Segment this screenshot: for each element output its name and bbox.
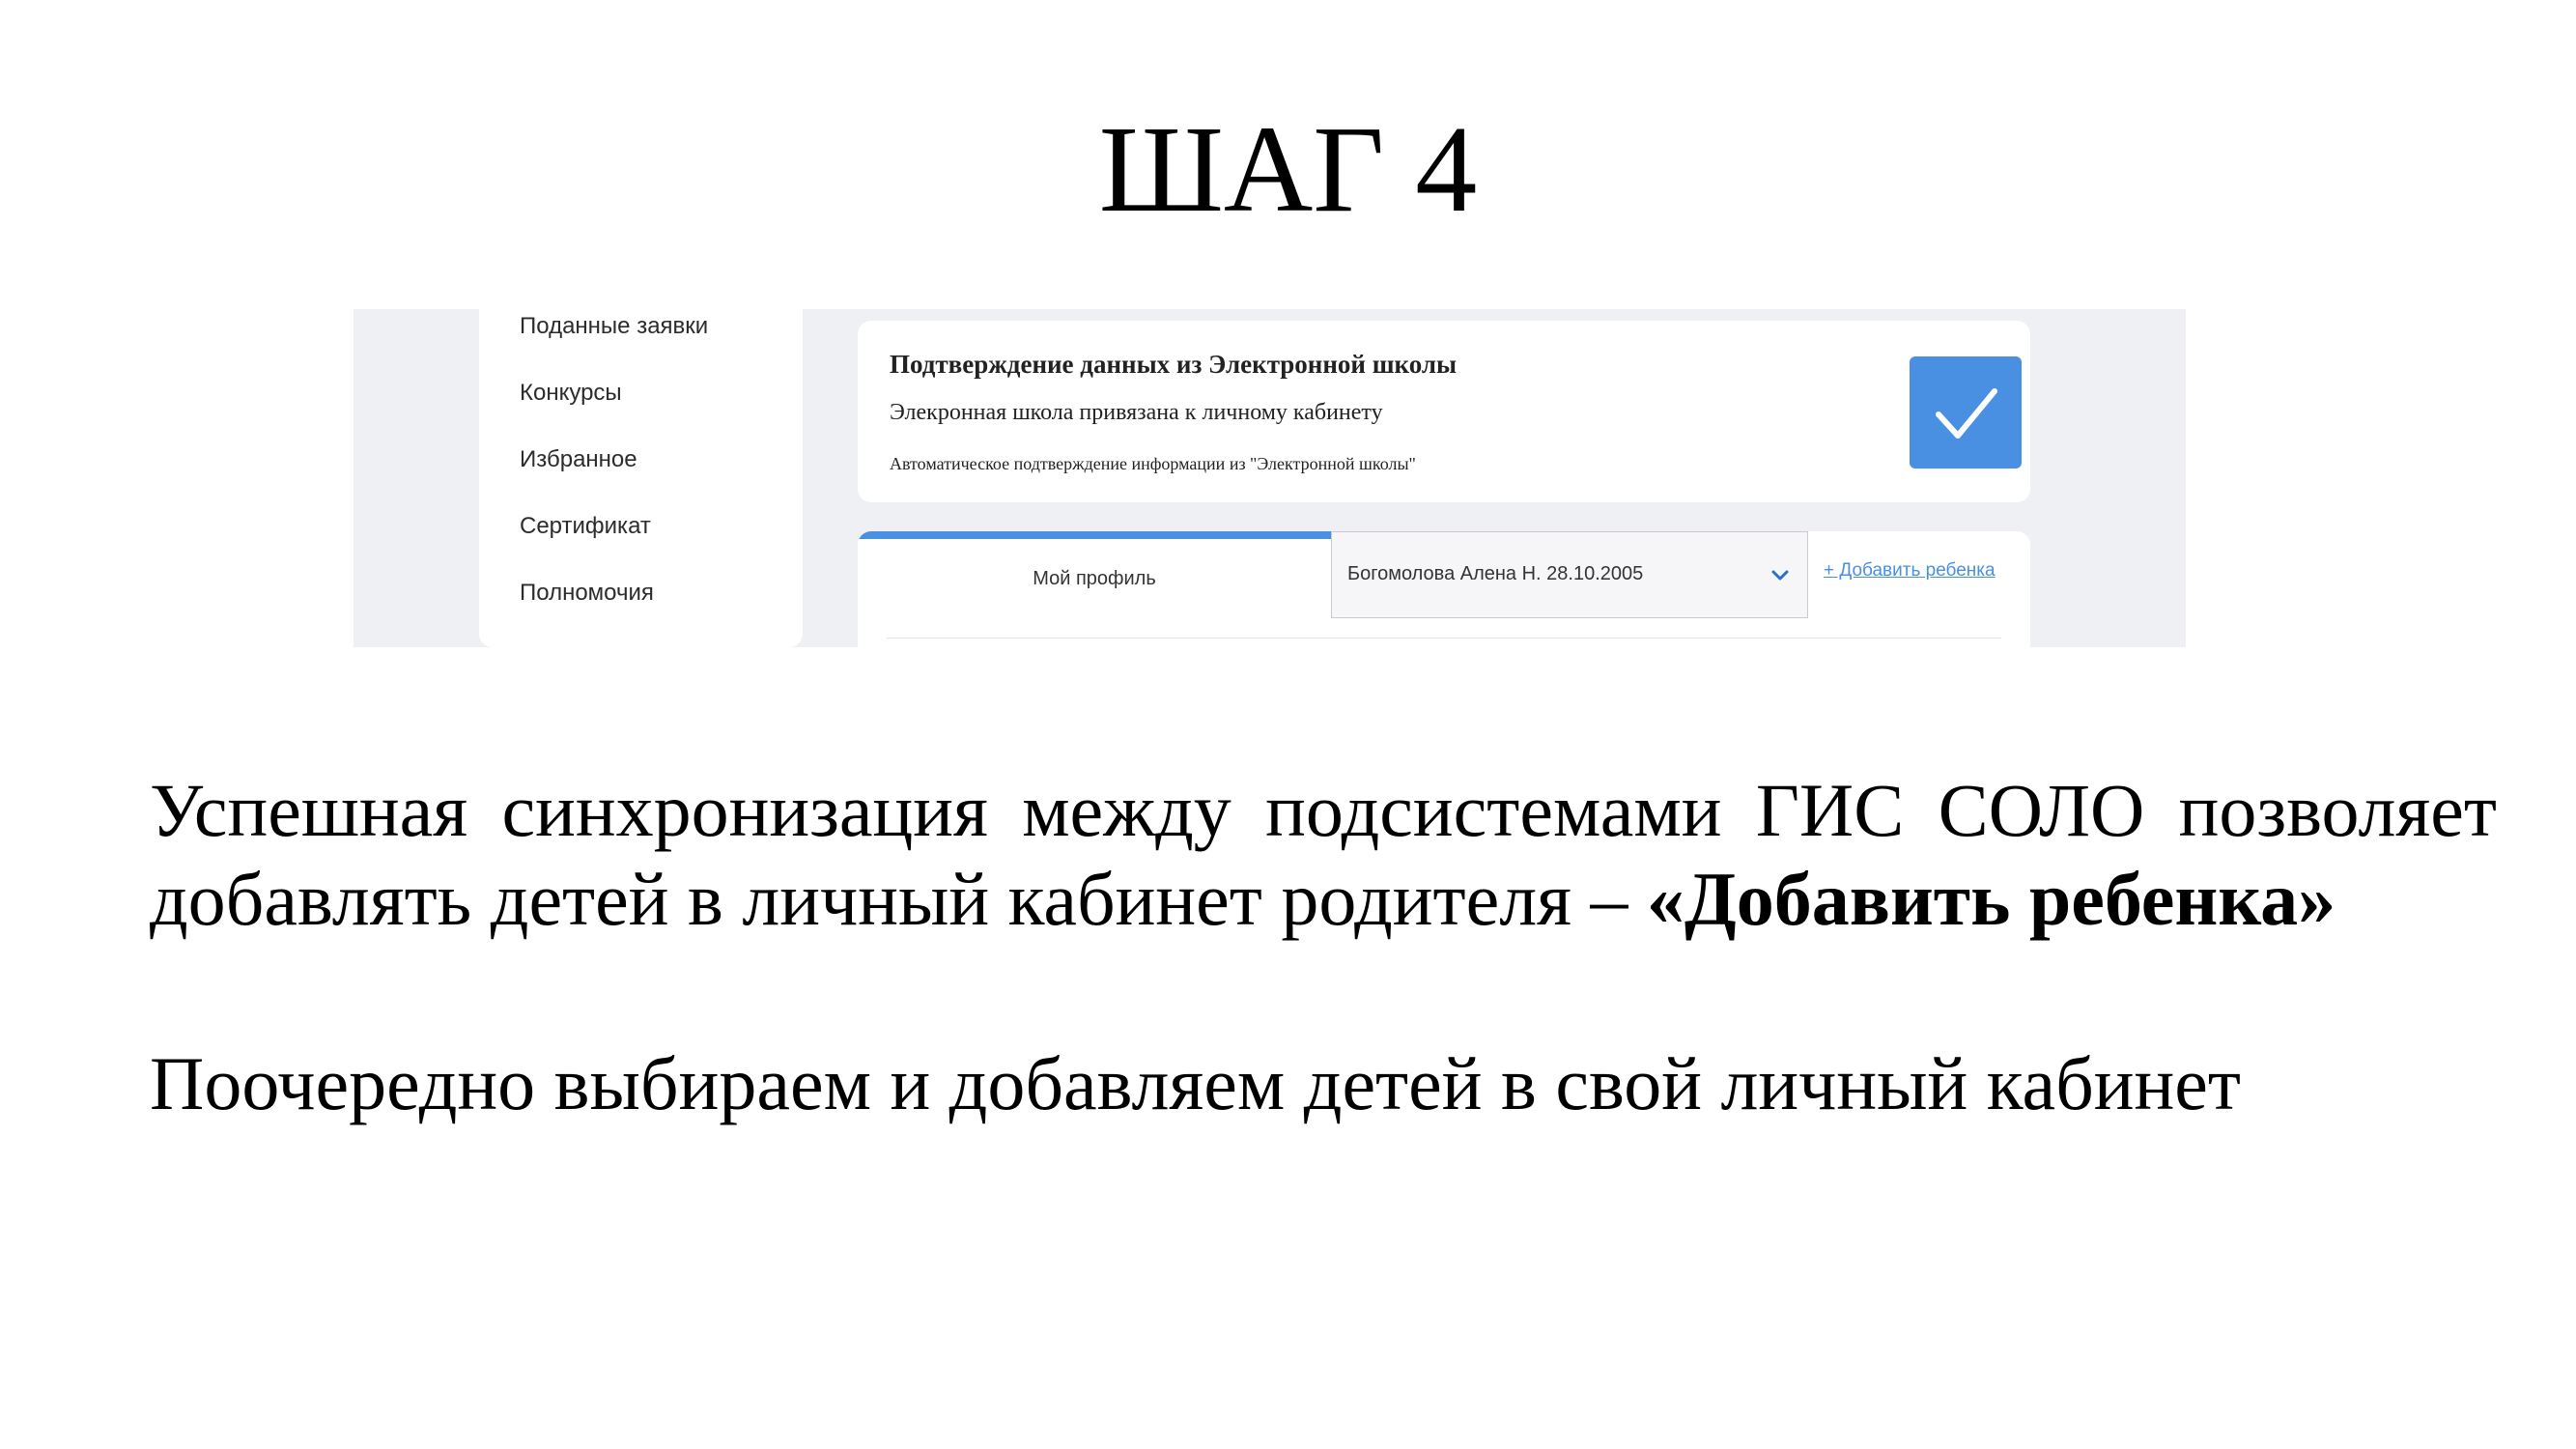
embedded-screenshot	[354, 309, 2186, 647]
slide-title: ШАГ 4	[1098, 100, 1478, 238]
tab-my-profile[interactable]	[858, 531, 1331, 618]
child-select-dropdown[interactable]	[1331, 531, 1808, 618]
divider	[887, 638, 2001, 639]
sync-paragraph	[150, 766, 2497, 944]
sidebar-menu	[479, 309, 803, 647]
chevron-down-icon	[1769, 563, 1792, 586]
child-select-value: Богомолова Алена Н. 28.10.2005	[1347, 563, 1644, 584]
sidebar-item-contests[interactable]: Конкурсы	[520, 380, 622, 406]
confirmation-card-title: Подтверждение данных из Электронной школы	[890, 350, 1458, 379]
sync-paragraph-text: Успешная синхронизация между подсистемами ГИС СОЛО позволяет добавлять детей в личный кабинет родителя –	[150, 768, 2497, 941]
sidebar-item-certificate[interactable]: Сертификат	[520, 513, 651, 539]
sidebar-item-submitted-applications[interactable]: Поданные заявки	[520, 313, 709, 339]
tab-my-profile-label: Мой профиль	[1033, 568, 1156, 589]
checkmark-icon	[1910, 356, 2022, 469]
add-child-link[interactable]: + Добавить ребенка	[1824, 560, 1996, 581]
confirmation-card	[858, 321, 2030, 502]
sidebar-item-favorites[interactable]: Избранное	[520, 446, 637, 472]
profile-tabs-card	[858, 531, 2030, 647]
instruction-paragraph: Поочередно выбираем и добавляем детей в свой личный кабинет	[150, 1041, 2241, 1125]
sidebar-item-permissions[interactable]: Полномочия	[520, 580, 654, 606]
add-child-emphasis: «Добавить ребенка»	[1647, 857, 2336, 941]
confirmation-card-subtitle: Элекронная школа привязана к личному кабинету	[890, 400, 1383, 425]
confirmation-card-note: Автоматическое подтверждение информации из "Электронной школы"	[890, 454, 1416, 473]
